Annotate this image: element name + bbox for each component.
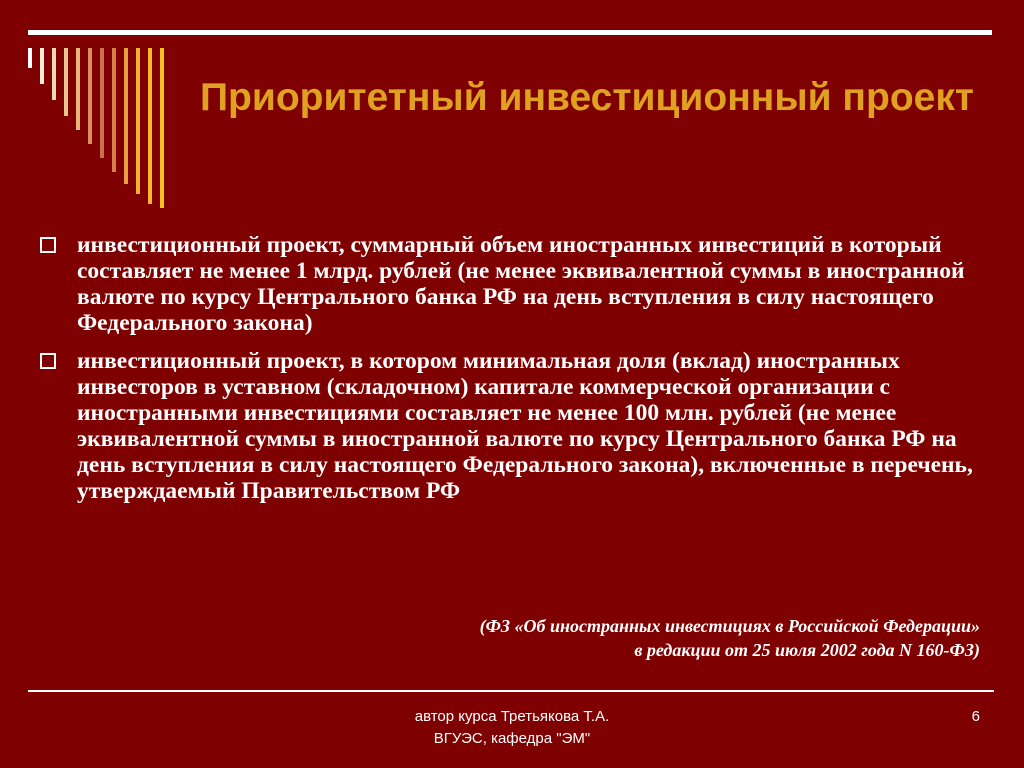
stripe (52, 48, 56, 100)
bottom-rule-line (28, 690, 994, 692)
decorative-stripes (28, 48, 168, 208)
stripe (64, 48, 68, 116)
citation-line: в редакции от 25 июля 2002 года N 160-ФЗ) (634, 640, 980, 660)
stripe (100, 48, 104, 158)
stripe (148, 48, 152, 204)
footer-department-line: ВГУЭС, кафедра "ЭМ" (433, 730, 591, 747)
stripe (76, 48, 80, 130)
footer-author-line: автор курса Третьякова Т.А. (414, 708, 610, 725)
footer-author (312, 706, 712, 750)
stripe (28, 48, 32, 68)
bullet-item (40, 348, 990, 504)
bullet-text: инвестиционный проект, суммарный объем иностранных инвестиций в который составляет не менее 1 млрд. рублей (не менее эквивалентной суммы в иностранной валюте по курсу Центрального банка РФ на день вступления в силу настоящего Федерального закона) (77, 232, 965, 336)
stripe (112, 48, 116, 172)
slide-title: Приоритетный инвестиционный проект (200, 76, 974, 119)
bullet-item (40, 232, 990, 336)
bullet-text: инвестиционный проект, в котором минимальная доля (вклад) иностранных инвесторов в уставном (складочном) капитале коммерческой организации с иностранными инвестициями составляет не менее 100 млн. рублей (не менее эквивалентной суммы в иностранной валюте по курсу Центрального банка РФ на день вступления в силу настоящего Федерального закона), включенные в перечень, утверждаемый Правительством РФ (77, 348, 973, 504)
stripe (40, 48, 44, 84)
citation-line: (ФЗ «Об иностранных инвестициях в Российской Федерации» (479, 616, 980, 636)
square-bullet-icon (40, 353, 56, 369)
bullet-list (40, 232, 990, 516)
stripe (124, 48, 128, 184)
stripe (160, 48, 164, 208)
page-number: 6 (971, 708, 980, 725)
square-bullet-icon (40, 237, 56, 253)
stripe (136, 48, 140, 194)
law-citation (480, 614, 980, 662)
stripe (88, 48, 92, 144)
top-rule-line (28, 30, 992, 35)
